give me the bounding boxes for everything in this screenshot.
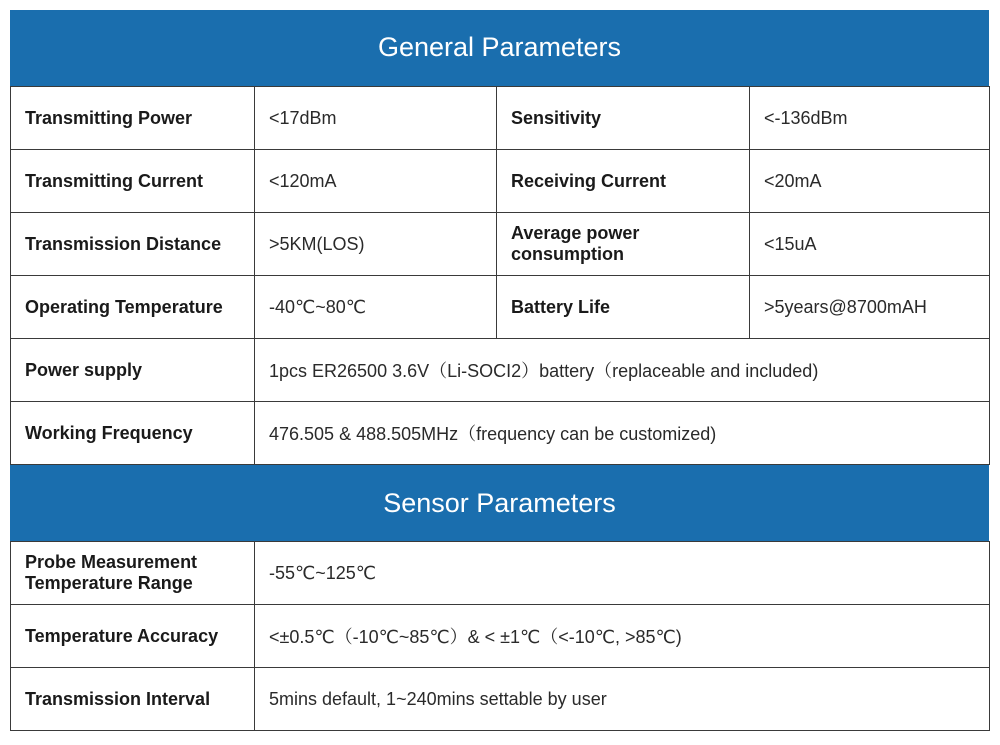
param-label: Sensitivity [497, 87, 750, 150]
param-value: <-136dBm [750, 87, 990, 150]
param-label: Transmitting Current [11, 150, 255, 213]
param-value: -55℃~125℃ [255, 542, 990, 605]
param-label: Probe Measurement Temperature Range [11, 542, 255, 605]
spec-sheet [10, 10, 989, 731]
param-label: Power supply [11, 339, 255, 402]
param-label: Receiving Current [497, 150, 750, 213]
sensor-parameters-header [10, 465, 989, 541]
table-row [11, 87, 990, 150]
param-value: >5years@8700mAH [750, 276, 990, 339]
param-label: Temperature Accuracy [11, 605, 255, 668]
param-label: Working Frequency [11, 402, 255, 465]
sensor-parameters-title: Sensor Parameters [383, 488, 616, 518]
table-row [11, 402, 990, 465]
table-row [11, 276, 990, 339]
table-row [11, 605, 990, 668]
param-value: 1pcs ER26500 3.6V（Li-SOCI2）battery（replaceable and included) [255, 339, 990, 402]
param-value: -40℃~80℃ [255, 276, 497, 339]
table-row [11, 213, 990, 276]
param-value: <20mA [750, 150, 990, 213]
param-value: <±0.5℃（-10℃~85℃）& < ±1℃（<-10℃, >85℃) [255, 605, 990, 668]
param-label: Operating Temperature [11, 276, 255, 339]
param-value: >5KM(LOS) [255, 213, 497, 276]
general-parameters-title: General Parameters [377, 32, 622, 62]
param-value: 476.505 & 488.505MHz（frequency can be customized) [255, 402, 990, 465]
param-label: Transmitting Power [11, 87, 255, 150]
param-value: <17dBm [255, 87, 497, 150]
param-label: Transmission Interval [11, 668, 255, 731]
param-label: Battery Life [497, 276, 750, 339]
table-row [11, 150, 990, 213]
table-row [11, 542, 990, 605]
param-value: 5mins default, 1~240mins settable by user [255, 668, 990, 731]
param-label: Transmission Distance [11, 213, 255, 276]
param-value: <15uA [750, 213, 990, 276]
table-row [11, 339, 990, 402]
general-parameters-table [10, 86, 990, 465]
sensor-parameters-table [10, 541, 990, 731]
param-label: Average power consumption [497, 213, 750, 276]
param-value: <120mA [255, 150, 497, 213]
general-parameters-header [10, 10, 989, 86]
table-row [11, 668, 990, 731]
